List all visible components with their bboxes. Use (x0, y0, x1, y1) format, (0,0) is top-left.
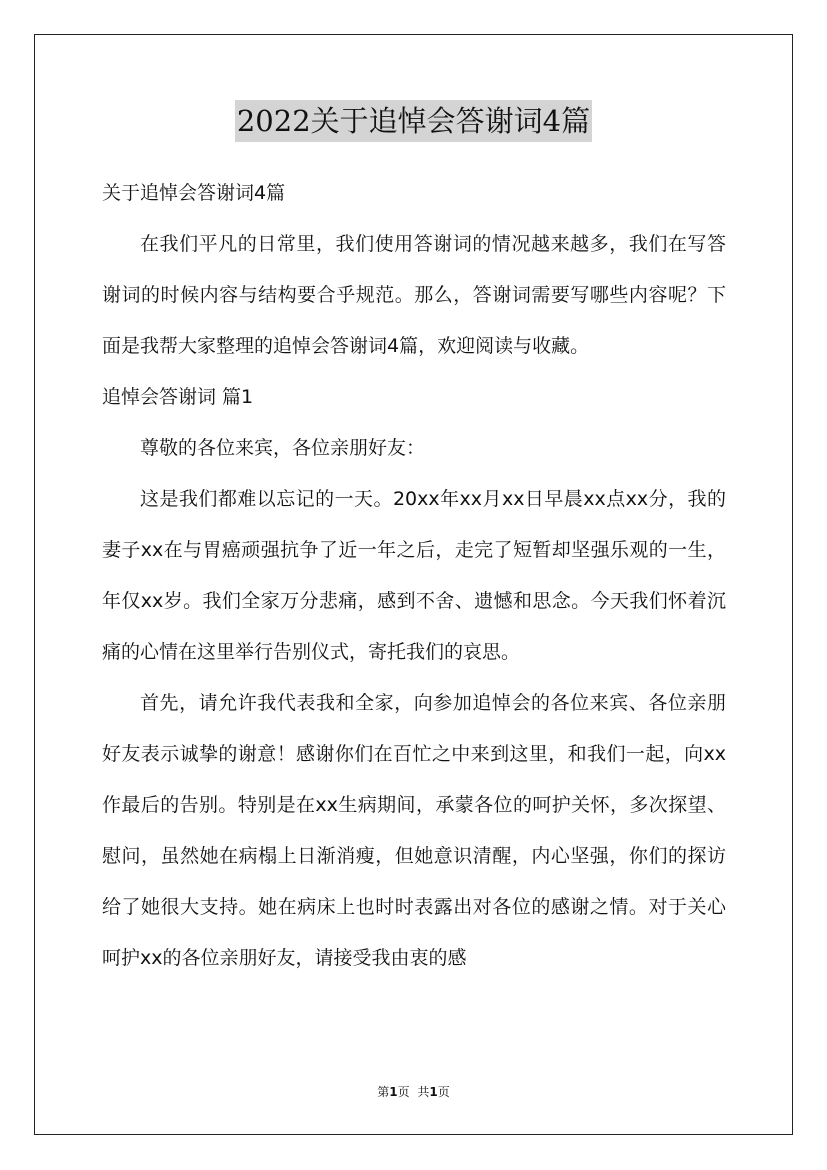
body-paragraph-2: 首先，请允许我代表我和全家，向参加追悼会的各位来宾、各位亲朋好友表示诚挚的谢意！感谢你们在百忙之中来到这里，和我们一起，向xx作最后的告别。特别是在xx生病期间，承蒙各位的呵护关怀，多次探望、慰问，虽然她在病榻上日渐消瘦，但她意识清醒，内心坚强，你们的探访给了她很大支持。她在病床上也时时表露出对各位的感谢之情。对于关心呵护xx的各位亲朋好友，请接受我由衷的感 (102, 692, 726, 969)
total-suffix: 页 (437, 1085, 450, 1099)
document-subtitle: 关于追悼会答谢词4篇 (102, 182, 286, 204)
intro-paragraph: 在我们平凡的日常里，我们使用答谢词的情况越来越多，我们在写答谢词的时候内容与结构要合乎规范。那么，答谢词需要写哪些内容呢？下面是我帮大家整理的追悼会答谢词4篇，欢迎阅读与收藏。 (102, 233, 726, 357)
page-suffix: 页 (397, 1085, 410, 1099)
total-pages: 1 (429, 1085, 438, 1099)
page-footer (0, 1083, 827, 1100)
page-prefix: 第 (377, 1085, 390, 1099)
document-title: 2022关于追悼会答谢词4篇 (235, 100, 592, 142)
salutation: 尊敬的各位来宾，各位亲朋好友： (140, 437, 426, 459)
document-body (102, 168, 726, 984)
section-heading: 追悼会答谢词 篇1 (102, 386, 254, 408)
body-paragraph-1: 这是我们都难以忘记的一天。20xx年xx月xx日早晨xx点xx分，我的妻子xx在与胃癌顽强抗争了近一年之后，走完了短暂却坚强乐观的一生，年仅xx岁。我们全家万分悲痛，感到不舍、遗憾和思念。今天我们怀着沉痛的心情在这里举行告别仪式，寄托我们的哀思。 (102, 488, 726, 663)
page-number: 1 (389, 1085, 398, 1099)
total-prefix: 共 (417, 1085, 430, 1099)
document-title-container (0, 100, 827, 142)
